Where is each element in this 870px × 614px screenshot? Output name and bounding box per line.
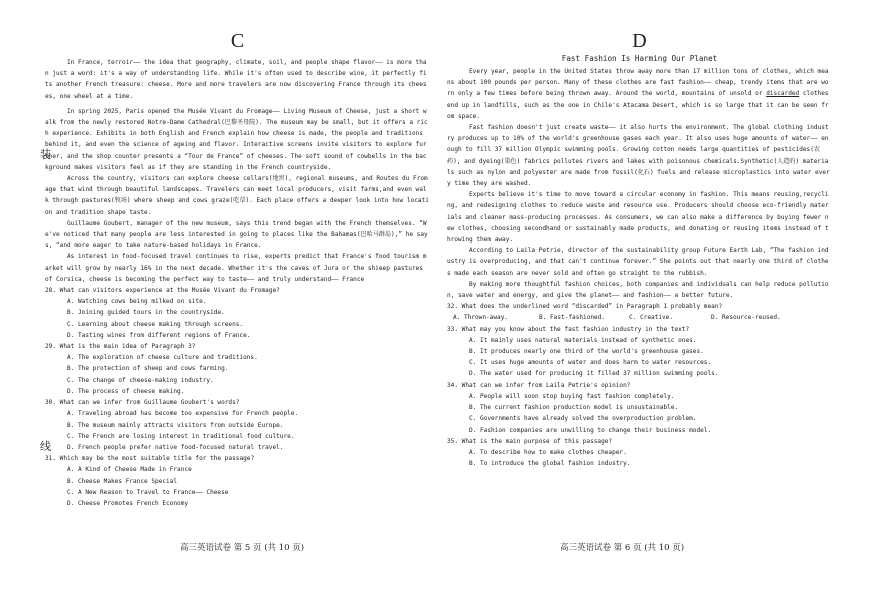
passage-letter: D — [632, 30, 647, 52]
paragraph: Experts believe it's time to move toward a circular economy in fashion. This means reusing,recycling, and redesigning clothes to reduce waste and resource use. Producers should choose eco-friendly materials and cleaner mass-producing processes. As consumers, we can also make a difference by buying fewer new clothes, choosing secondhand or sustainably made products, and donating or reusing items instead of throwing them away. — [447, 191, 829, 244]
option: A. People will soon stop buying fast fashion completely. — [469, 392, 675, 400]
question-28 — [45, 285, 430, 341]
option: D. French people prefer native food-focused natural travel. — [67, 443, 284, 451]
question-33 — [447, 324, 832, 380]
option: A. The exploration of cheese culture and traditions. — [67, 354, 258, 362]
option: B. The museum mainly attracts visitors from outside Europe. — [67, 421, 284, 429]
option: C. Governments have already solved the overproduction problem. — [469, 415, 697, 423]
passage-letter: C — [230, 30, 245, 52]
paragraph: Guillaume Goubert, manager of the new museum, says this trend began with the French themselves. “We've noticed that many people are less interested in going to places like the Bahamas(巴哈马群岛),” he says, “and more eager to take nature-based holidays in France. — [45, 219, 428, 250]
paragraph: By making more thoughtful fashion choices, both companies and individuals can help reduce pollution, save water and energy, and give the planet—— and fashion—— a better future. — [447, 280, 829, 300]
question-29 — [45, 341, 430, 397]
question-32 — [447, 301, 832, 323]
question-35 — [447, 436, 832, 470]
option: B. The protection of sheep and cows farming. — [67, 365, 229, 373]
option: A. It mainly uses natural materials instead of synthetic ones. — [469, 336, 697, 344]
option: A. To describe how to make clothes cheaper. — [469, 448, 627, 456]
option: C. Creative. — [629, 314, 674, 322]
question-stem: 33. What may you know about the fast fashion industry in the text? — [447, 325, 690, 333]
paragraph: According to Laila Petrie, director of the sustainability group Future Earth Lab, “The fashion industry is overproducing, and that can't continue forever.” She points out that nearly one third of clothes made each season are never sold and often go straight to the rubbish. — [447, 247, 829, 277]
option: C. The French are losing interest in traditional food culture. — [67, 432, 295, 440]
binding-mark-bottom: 线 — [40, 440, 51, 453]
option: A. Thrown-away. — [453, 314, 509, 322]
option: B. To introduce the global fashion industry. — [469, 460, 631, 468]
option: A. Watching cows being milked on site. — [67, 298, 207, 306]
option: A. A Kind of Cheese Made in France — [67, 466, 192, 474]
question-stem: 30. What can we infer from Guillaume Goubert's words? — [45, 399, 240, 407]
question-stem: 32. What does the underlined word “discarded” in Paragraph 1 probably mean? — [447, 303, 723, 311]
page-footer-right: 高三英语试卷 第 6 页 (共 10 页) — [560, 543, 685, 553]
paragraph: Every year, people in the United States throw away more than 17 million tons of clothes, which means about 100 pounds per person. Many of these clothes are fast fashion—— cheap, trendy items that are worn only a few times before being thrown away. Around the world, mountains of unsold or discarded clothes end up in landfills, such as the one in Chile's Atacama Desert, which is so large that it can be seen from space. — [447, 68, 833, 120]
option: C. Learning about cheese making through screens. — [67, 320, 244, 328]
paragraph: In spring 2025, Paris opened the Musée Vivant du Fromage—— Living Museum of Cheese, just a short walk from the newly restored Notre-Dame Cathedral(巴黎圣母院). The museum may be small, but it offers a rich experience. Exhibits in both English and French explain how cheese is made, the people and traditions behind it, and even the science of ageing and flavor. Interactive screens invite visitors to explore further, and the shop counter presents a “Tour de France” of cheeses. The soft sound of cowbells in the background makes visitors feel as if they are standing in the French countryside. — [45, 107, 428, 171]
option: C. The change of cheese-making industry. — [67, 376, 214, 384]
question-stem: 35. What is the main purpose of this passage? — [447, 437, 613, 445]
option: B. Joining guided tours in the countryside. — [67, 309, 225, 317]
question-stem: 28. What can visitors experience at the Musée Vivant du Fromage? — [45, 287, 280, 295]
option-row — [447, 312, 832, 323]
binding-mark-top: 装 — [40, 148, 51, 161]
question-31 — [45, 453, 430, 509]
paragraph: Across the country, visitors can explore cheese cellars(地窖), regional museums, and Routes du Fromage that wind through beautiful landscapes. Travelers can meet local producers, visit farms,and even walk through pastures(牧场) where sheep and cows graze(吃草). Each place offers a deeper look into how location and tradition shape taste. — [45, 175, 429, 216]
question-30 — [45, 397, 430, 453]
paragraph: In France, terroir—— the idea that geography, climate, soil, and people shape flavor—— is more than just a word: it's a way of understanding life. While it's often used to describe wine, it perfectly fits another French treasure: cheese. More and more travelers are now discovering France through its cheeses, one wheel at a time. — [45, 59, 427, 100]
passage-c — [45, 0, 430, 509]
option: D. Cheese Promotes French Economy — [67, 499, 189, 507]
option: B. Cheese Makes France Special — [67, 477, 178, 485]
option: B. Fast-fashioned. — [539, 314, 606, 322]
option: D. Fashion companies are unwilling to change their business model. — [469, 426, 712, 434]
option: C. A New Reason to Travel to France—— Cheese — [67, 488, 229, 496]
question-34 — [447, 380, 832, 436]
page-footer-left: 高三英语试卷 第 5 页 (共 10 页) — [180, 543, 305, 553]
option: C. It uses huge amounts of water and does harm to water resources. — [469, 359, 712, 367]
paragraph: As interest in food-focused travel continues to rise, experts predict that France's food tourism market will grow by nearly 16% in the next decade. Whether it's the caves of Jura or the shieep pastures of Corsica, cheese is becoming the perfect way to taste—— and truly understand—— France — [45, 253, 427, 283]
passage-title: Fast Fashion Is Harming Our Planet — [561, 54, 718, 63]
option: D. The water used for producing it filled 37 million swimming pools. — [469, 370, 719, 378]
option: D. Resource-reused. — [711, 314, 781, 322]
option: B. The current fashion production model is unsustainable. — [469, 404, 679, 412]
question-stem: 31. Which may be the most suitable title for the passage? — [45, 455, 255, 463]
underlined-word: discarded — [766, 90, 800, 98]
passage-d — [447, 0, 832, 469]
question-stem: 34. What can we infer from Laila Petrie's opinion? — [447, 381, 631, 389]
option: A. Traveling abroad has become too expensive for French people. — [67, 410, 299, 418]
option: D. The process of cheese making. — [67, 387, 185, 395]
question-stem: 29. What is the main idea of Paragraph 3? — [45, 343, 196, 351]
paragraph: Fast fashion doesn't just create waste—— it also hurts the environment. The global clothing industry produces up to 10% of the world's greenhouse gases each year. It also uses huge amounts of water—— enough to fill 37 million Olympic swimming pools. Growing cotton needs large quantities of pesticides(农药), and dyeing(染色) fabrics pollutes rivers and lakes with poisonous chemicals.Synthetic(人造的) materials such as nylon and polyester are made from fossil(化石) fuels and release microplastics into water every time they are washed. — [447, 124, 830, 188]
option: B. It produces nearly one third of the world's greenhouse gases. — [469, 348, 704, 356]
option: D. Tasting wines from different regions of France. — [67, 331, 251, 339]
